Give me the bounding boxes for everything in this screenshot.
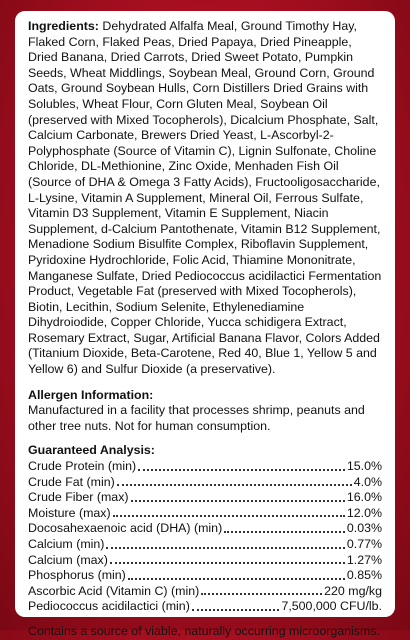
analysis-row [28, 475, 382, 491]
analysis-value: 15.0% [346, 459, 382, 474]
analysis-label: Pediococcus acidilactici (min) [28, 599, 190, 614]
analysis-label: Calcium (max) [28, 552, 108, 567]
analysis-row [28, 506, 382, 522]
analysis-row [28, 599, 382, 615]
analysis-row [28, 537, 382, 553]
analysis-row [28, 553, 382, 569]
analysis-value: 1.27% [346, 552, 382, 567]
probiotic-note: Contains a source of viable, naturally occurring microorganisms. [28, 623, 380, 638]
ingredients-text: Dehydrated Alfalfa Meal, Ground Timothy Hay, Flaked Corn, Flaked Peas, Dried Papaya, Dried Pineapple, Dried Banana, Dried Carrots, Dried Sweet Potato, Pumpkin Seeds, Wheat Middlings, Soybean Meal, Ground Corn, Ground Oats, Ground Soybean Hulls, Corn Distillers Dried Grains with Solubles, Wheat Flour, Corn Gluten Meal, Soybean Oil (preserved with Mixed Tocopherols), Dicalcium Phosphate, Salt, Calcium Carbonate, Brewers Dried Yeast, L-Ascorbyl-2-Polyphosphate (Source of Vitamin C), Lignin Sulfonate, Choline Chloride, DL-Methionine, Zinc Oxide, Menhaden Fish Oil (Source of DHA & Omega 3 Fatty Acids), Fructooligosaccharide, L-Lysine, Vitamin A Supplement, Mineral Oil, Ferrous Sulfate, Vitamin D3 Supplement, Vitamin E Supplement, Niacin Supplement, d-Calcium Pantothenate, Vitamin B12 Supplement, Menadione Sodium Bisulfite Complex, Riboflavin Supplement, Pyridoxine Hydrochloride, Folic Acid, Thiamine Mononitrate, Manganese Sulfate, Dried Pediococcus acidilactici Fermentation Product, Vegetable Fat (preserved with Mixed Tocopherols), Biotin, Lecithin, Sodium Selenite, Ethylenediamine Dihydroiodide, Copper Chloride, Yucca schidigera Extract, Rosemary Extract, Sugar, Artificial Banana Flavor, Colors Added (Titanium Dioxide, Beta-Carotene, Red 40, Blue 1, Yellow 5 and Yellow 6) and Sulfur Dioxide (a preservative). [28, 19, 382, 377]
dot-leader [131, 500, 345, 502]
analysis-label: Crude Fiber (max) [28, 490, 129, 505]
dot-leader [117, 484, 352, 486]
analysis-row [28, 521, 382, 537]
allergen-heading: Allergen Information: [28, 387, 154, 402]
ingredient-label-panel [15, 11, 395, 638]
analysis-value: 7,500,000 CFU/lb. [281, 599, 382, 614]
analysis-label: Crude Protein (min) [28, 459, 137, 474]
dot-leader [113, 515, 345, 517]
dot-leader [106, 547, 344, 549]
analysis-label: Calcium (min) [28, 537, 105, 551]
ingredients-paragraph [28, 19, 382, 378]
analysis-value: 220 mg/kg [324, 583, 382, 598]
analysis-value: 0.85% [346, 568, 382, 583]
analysis-label: Moisture (max) [28, 505, 111, 520]
analysis-value: 4.0% [353, 474, 382, 489]
dot-leader [138, 469, 345, 471]
analysis-row [28, 459, 382, 475]
analysis-label: Crude Fat (min) [28, 474, 115, 489]
dot-leader [192, 609, 280, 611]
ingredients-heading: Ingredients: [28, 19, 99, 33]
allergen-text: Manufactured in a facility that processes shrimp, peanuts and other tree nuts. Not for human consumption. [28, 403, 365, 433]
dot-leader [224, 531, 345, 533]
analysis-row [28, 584, 382, 600]
dot-leader [201, 593, 322, 595]
analysis-label: Ascorbic Acid (Vitamin C) (min) [28, 583, 200, 598]
guaranteed-analysis-table [28, 459, 382, 615]
analysis-label: Phosphorus (min) [28, 568, 126, 583]
guaranteed-analysis-heading: Guaranteed Analysis: [28, 443, 155, 458]
dot-leader [128, 578, 345, 580]
analysis-value: 12.0% [346, 505, 382, 520]
dot-leader [110, 562, 345, 564]
analysis-value: 0.77% [346, 537, 382, 551]
analysis-value: 0.03% [346, 521, 382, 536]
analysis-row [28, 568, 382, 584]
analysis-value: 16.0% [346, 490, 382, 505]
analysis-row [28, 490, 382, 506]
analysis-label: Docosahexaenoic acid (DHA) (min) [28, 521, 223, 536]
